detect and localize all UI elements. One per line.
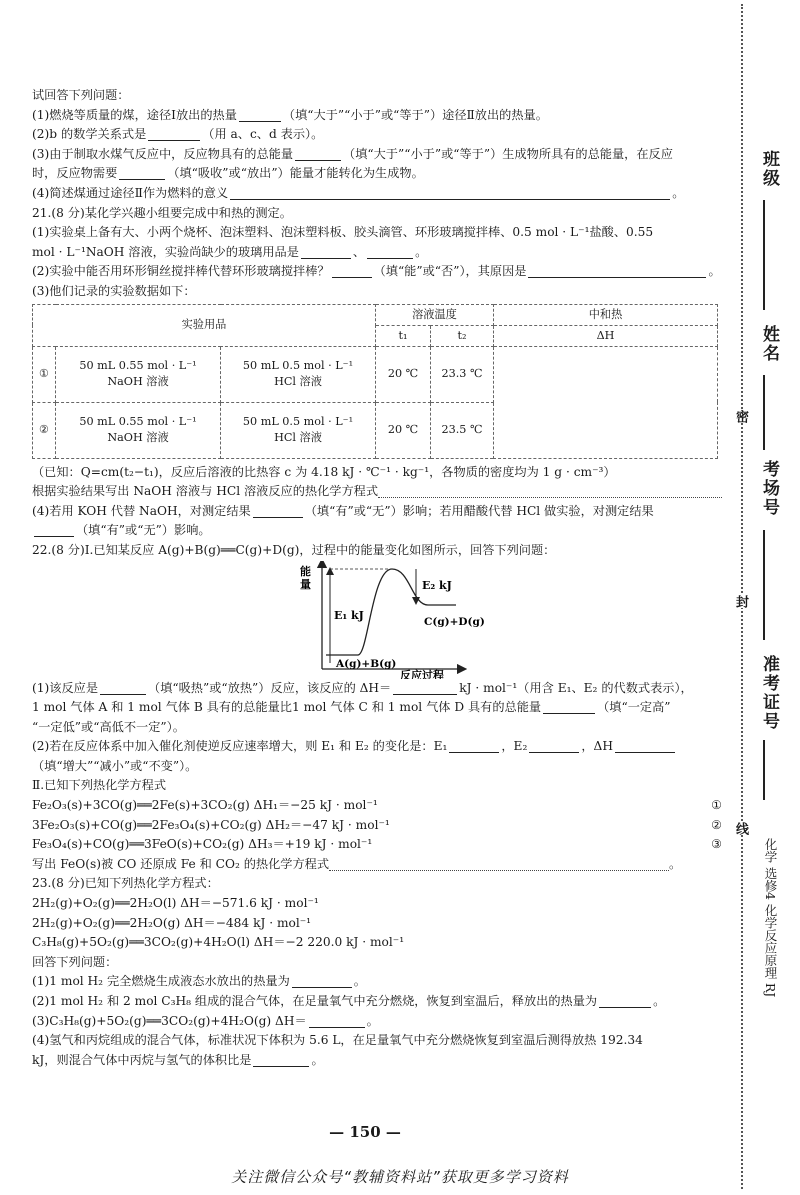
reagent-conc: 50 mL 0.5 mol · L⁻¹ xyxy=(242,359,354,373)
equation-row xyxy=(32,796,722,816)
q20-p3-text2: （填“大于”“小于”或“等于”）生成物所具有的总能量，在反应 xyxy=(343,146,673,161)
temp-t1: 20 ℃ xyxy=(376,402,431,458)
e1-label: E₁ kJ xyxy=(334,608,364,622)
answer-blank[interactable] xyxy=(329,856,669,871)
q20-p4-text: (4)简述煤通过途径Ⅱ作为燃料的意义 xyxy=(32,185,229,200)
answer-blank[interactable] xyxy=(119,165,165,180)
equation-text: Fe₃O₄(s)+CO(g)══3FeO(s)+CO₂(g) ΔH₃＝+19 kJ · mol⁻¹ xyxy=(32,837,373,852)
y-label-1: 能 xyxy=(300,564,311,578)
q22-part1-cont xyxy=(32,698,722,718)
q21-part2: (2)实验中能否用环形铜丝搅拌棒代替环形玻璃搅拌棒？ （填“能”或“否”），其原因是 。 xyxy=(32,264,721,279)
q22-part2 xyxy=(32,737,722,757)
q22-p2-text3: ，ΔH xyxy=(581,739,613,754)
q21-part4 xyxy=(32,502,722,522)
reagent-naoh xyxy=(56,346,221,402)
answer-blank[interactable] xyxy=(295,146,341,161)
reagent-hcl xyxy=(221,346,376,402)
equation-row xyxy=(32,816,722,836)
q21-known: （已知：Q=cm(t₂−t₁)，反应后溶液的比热容 c 为 4.18 kJ · ℃⁻¹ · kg⁻¹，各物质的密度均为 1 g · cm⁻³） xyxy=(32,464,616,479)
q22-part-ii: Ⅱ.已知下列热化学方程式 xyxy=(32,778,167,793)
reactants-label: A(g)+B(g) xyxy=(336,657,397,670)
energy-diagram xyxy=(32,561,722,679)
equation-row xyxy=(32,835,722,855)
seal-mark-xian: 线 xyxy=(733,822,748,835)
q23-part2 xyxy=(32,992,722,1012)
q21-part1: (1)实验桌上备有大、小两个烧杯、泡沫塑料、泡沫塑料板、胶头滴管、环形玻璃搅拌棒、0.5 mol · L⁻¹盐酸、0.55 xyxy=(32,225,654,240)
answer-blank[interactable] xyxy=(301,244,351,259)
header-items: 实验用品 xyxy=(33,304,376,346)
q23-eq-3: C₃H₈(g)+5O₂(g)══3CO₂(g)+4H₂O(l) ΔH＝−2 220.0 kJ · mol⁻¹ xyxy=(32,935,405,950)
header-t1: t₁ xyxy=(376,325,431,346)
ticket-number-label: 准考证号 xyxy=(759,655,779,731)
answer-blank[interactable] xyxy=(393,680,457,695)
header-dh: ΔH xyxy=(494,325,718,346)
exam-room-label: 考场号 xyxy=(759,460,779,517)
q21-p4-text: (4)若用 KOH 代替 NaOH，对测定结果 xyxy=(32,503,251,518)
q21-p2-text2: （填“能”或“否”），其原因是 xyxy=(373,264,527,279)
q22-p2-text2: ，E₂ xyxy=(501,739,528,754)
name-label: 姓名 xyxy=(759,325,779,363)
equation-text: 3Fe₂O₃(s)+CO(g)══2Fe₃O₄(s)+CO₂(g) ΔH₂＝−47 kJ · mol⁻¹ xyxy=(32,817,390,832)
reagent-name: NaOH 溶液 xyxy=(107,431,169,445)
q22-equation-list xyxy=(32,796,722,855)
answer-blank[interactable] xyxy=(367,244,413,259)
q22-p2-text: (2)若在反应体系中加入催化剂使逆反应速率增大，则 E₁ 和 E₂ 的变化是：E₁ xyxy=(32,739,448,754)
name-field[interactable] xyxy=(763,375,765,450)
q21-p2-text: (2)实验中能否用环形铜丝搅拌棒代替环形玻璃搅拌棒？ xyxy=(32,264,330,279)
row-number: ② xyxy=(33,402,56,458)
page-number: — 150 — xyxy=(329,1123,401,1141)
class-field[interactable] xyxy=(763,200,765,310)
answer-blank[interactable] xyxy=(543,699,595,714)
q20-p2-text: (2)b 的数学关系式是 xyxy=(32,127,147,142)
q23-p1-text: (1)1 mol H₂ 完全燃烧生成液态水放出的热量为 xyxy=(32,974,290,989)
reagent-conc: 50 mL 0.5 mol · L⁻¹ xyxy=(242,415,354,429)
answer-blank[interactable] xyxy=(309,1013,365,1028)
equation-number: ② xyxy=(711,817,722,832)
q22-part1-end: “一定低”或“高低不一定”）。 xyxy=(32,719,185,734)
temp-t2: 23.3 ℃ xyxy=(431,346,494,402)
q20-p3-text: (3)由于制取水煤气反应中，反应物具有的总能量 xyxy=(32,146,294,161)
q23-title: 23.(8 分)已知下列热化学方程式： xyxy=(32,876,219,891)
q22-write: 写出 FeO(s)被 CO 还原成 Fe 和 CO₂ 的热化学方程式 。 xyxy=(32,856,682,871)
q20-part1 xyxy=(32,106,722,126)
answer-blank[interactable] xyxy=(529,738,579,753)
q23-p3-text: (3)C₃H₈(g)+5O₂(g)══3CO₂(g)+4H₂O(g) ΔH＝ xyxy=(32,1013,307,1028)
energy-diagram-svg xyxy=(32,561,722,679)
equation-text: Fe₂O₃(s)+3CO(g)══2Fe(s)+3CO₂(g) ΔH₁＝−25 kJ · mol⁻¹ xyxy=(32,798,378,813)
q23-part3 xyxy=(32,1012,722,1032)
answer-blank[interactable] xyxy=(230,185,670,200)
answer-blank[interactable] xyxy=(378,483,722,498)
reagent-conc: 50 mL 0.55 mol · L⁻¹ xyxy=(79,415,197,429)
q21-part1-cont xyxy=(32,243,722,263)
q21-p1-end: 。 xyxy=(415,244,428,259)
e2-label: E₂ kJ xyxy=(422,578,452,592)
q23-p4-end: 。 xyxy=(311,1052,324,1067)
q23-p1-end: 。 xyxy=(353,974,366,989)
q21-p4-text3: （填“有”或“无”）影响。 xyxy=(76,523,211,538)
q22-p1-text: (1)该反应是 xyxy=(32,680,99,695)
q20-part3 xyxy=(32,145,722,165)
reagent-conc: 50 mL 0.55 mol · L⁻¹ xyxy=(79,359,197,373)
answer-blank[interactable] xyxy=(615,738,675,753)
q21-write-text: 根据实验结果写出 NaOH 溶液与 HCl 溶液反应的热化学方程式 xyxy=(32,484,379,499)
reagent-name: HCl 溶液 xyxy=(274,375,322,389)
answer-blank[interactable] xyxy=(253,1052,309,1067)
answer-blank[interactable] xyxy=(528,263,706,278)
q20-p2-text2: （用 a、c、d 表示）。 xyxy=(202,127,324,142)
header-t2: t₂ xyxy=(431,325,494,346)
reagent-name: HCl 溶液 xyxy=(274,431,322,445)
q22-title: 22.(8 分)Ⅰ.已知某反应 A(g)+B(g)══C(g)+D(g)，过程中的能量变化如图所示，回答下列问题： xyxy=(32,542,556,557)
q21-p1-text: mol · L⁻¹NaOH 溶液，实验尚缺少的玻璃用品是 xyxy=(32,244,299,259)
q23-p4-text: kJ，则混合气体中丙烷与氢气的体积比是 xyxy=(32,1052,252,1067)
q22-p1-text2: （填“吸热”或“放热”）反应，该反应的 ΔH＝ xyxy=(148,680,392,695)
answer-blank[interactable] xyxy=(239,107,281,122)
q21-p4-text2: （填“有”或“无”）影响；若用醋酸代替 HCl 做实验，对测定结果 xyxy=(304,503,654,518)
exam-room-field[interactable] xyxy=(763,530,765,640)
answer-blank[interactable] xyxy=(34,522,74,537)
q23-p3-end: 。 xyxy=(366,1013,379,1028)
table-row xyxy=(33,346,718,402)
q22-write-text: 写出 FeO(s)被 CO 还原成 Fe 和 CO₂ 的热化学方程式 xyxy=(32,856,330,871)
q23-p2-end: 。 xyxy=(653,994,666,1008)
q21-title: 21.(8 分)某化学兴趣小组要完成中和热的测定。 xyxy=(32,205,292,220)
q21-write xyxy=(32,482,722,502)
q20-p1-text2: （填“大于”“小于”或“等于”）途径Ⅱ放出的热量。 xyxy=(282,107,548,122)
intro-text: 试回答下列问题： xyxy=(32,88,130,102)
q20-part2 xyxy=(32,125,722,145)
seal-mark-feng: 封 xyxy=(733,595,748,608)
q23-eq-1: 2H₂(g)+O₂(g)══2H₂O(l) ΔH＝−571.6 kJ · mol⁻¹ xyxy=(32,896,319,911)
q22-part2-cont: （填“增大”“减小”或“不变”）。 xyxy=(32,758,198,773)
q21-p1-sep: 、 xyxy=(352,244,366,259)
row-number: ① xyxy=(33,346,56,402)
answer-blank[interactable] xyxy=(599,993,651,1008)
ticket-number-field[interactable] xyxy=(763,740,765,800)
y-label-2: 量 xyxy=(300,577,311,591)
reagent-naoh xyxy=(56,402,221,458)
answer-blank[interactable] xyxy=(332,263,372,278)
q20-p3-text3: 时，反应物需要 xyxy=(32,166,118,181)
header-heat: 中和热 xyxy=(494,304,718,325)
q22-p1-text5: （填“一定高” xyxy=(597,700,671,715)
q20-part3-cont xyxy=(32,164,722,184)
answer-blank[interactable] xyxy=(253,503,303,518)
q21-part4-cont xyxy=(32,521,722,541)
temp-t1: 20 ℃ xyxy=(376,346,431,402)
q23-answer-prompt: 回答下列问题： xyxy=(32,954,118,969)
q22-part1 xyxy=(32,679,722,699)
q20-part4: (4)简述煤通过途径Ⅱ作为燃料的意义 。 xyxy=(32,185,685,200)
q23-part4: (4)氢气和丙烷组成的混合气体，标准状况下体积为 5.6 L，在足量氧气中充分燃烧恢复到室温后测得放热 192.34 xyxy=(32,1033,643,1048)
q23-part4-cont xyxy=(32,1051,722,1071)
answer-blank[interactable] xyxy=(100,680,146,695)
q23-p2-text: (2)1 mol H₂ 和 2 mol C₃H₈ 组成的混合气体，在足量氧气中充分燃烧，恢复到室温后，释放出的热量为 xyxy=(32,994,598,1008)
seal-mark-mi: 密 xyxy=(733,410,748,423)
q23-part1 xyxy=(32,972,722,992)
binding-margin xyxy=(733,0,800,1195)
class-label: 班级 xyxy=(759,150,779,188)
q20-p3-text4: （填“吸收”或“放出”）能量才能转化为生成物。 xyxy=(167,166,424,181)
answer-blank[interactable] xyxy=(292,973,352,988)
reagent-name: NaOH 溶液 xyxy=(107,375,169,389)
equation-number: ① xyxy=(711,798,722,813)
q22-p1-text4: 1 mol 气体 A 和 1 mol 气体 B 具有的总能量比1 mol 气体 C 和 1 mol 气体 D 具有的总能量 xyxy=(32,700,542,715)
q21-part3: (3)他们记录的实验数据如下： xyxy=(32,283,196,298)
products-label: C(g)+D(g) xyxy=(424,615,485,628)
question-content xyxy=(32,86,722,1070)
answer-blank[interactable] xyxy=(148,126,200,141)
heat-answer-cell[interactable] xyxy=(494,346,718,458)
reagent-hcl xyxy=(221,402,376,458)
book-title: 化学 选修4 化学反应原理 RJ xyxy=(763,838,778,998)
x-axis-label: 反应过程 xyxy=(400,668,444,679)
experiment-data-table xyxy=(32,304,718,459)
temp-t2: 23.5 ℃ xyxy=(431,402,494,458)
header-temp: 溶液温度 xyxy=(376,304,494,325)
q22-p1-text3: kJ · mol⁻¹（用含 E₁、E₂ 的代数式表示）， xyxy=(459,680,693,695)
equation-number: ③ xyxy=(711,837,722,852)
footer-note: 关注微信公众号“教辅资料站”获取更多学习资料 xyxy=(231,1168,569,1186)
answer-blank[interactable] xyxy=(449,738,499,753)
q20-p1-text: (1)燃烧等质量的煤，途径Ⅰ放出的热量 xyxy=(32,107,237,122)
q23-eq-2: 2H₂(g)+O₂(g)══2H₂O(g) ΔH＝−484 kJ · mol⁻¹ xyxy=(32,915,312,930)
